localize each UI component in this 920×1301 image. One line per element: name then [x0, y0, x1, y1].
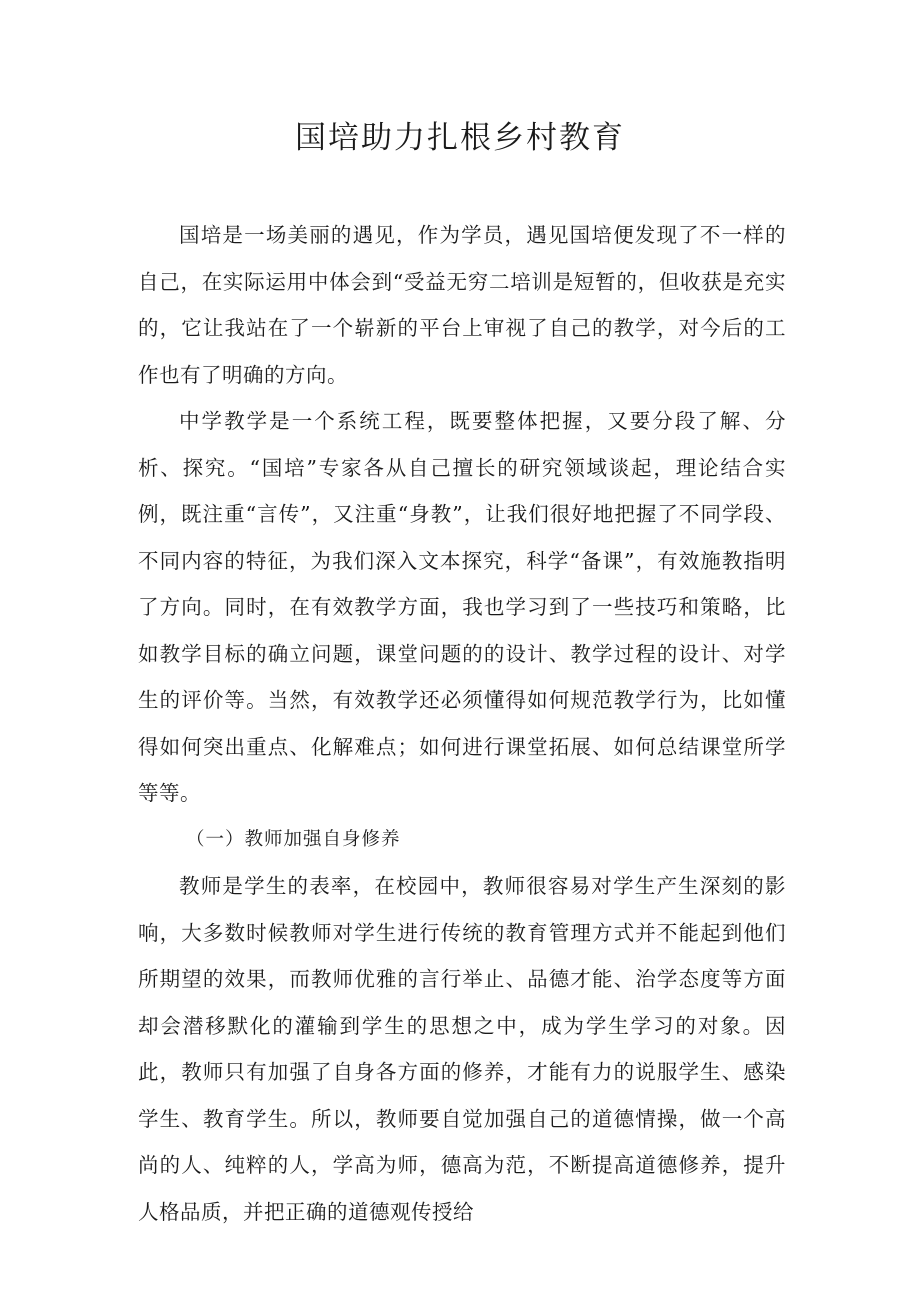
- paragraph-intro: 国培是一场美丽的遇见，作为学员，遇见国培便发现了不一样的自己，在实际运用中体会到“受益无穷二培训是短暂的，但收获是充实的，它让我站在了一个崭新的平台上审视了自己的教学，对今后的工作也有了明确的方向。: [138, 223, 786, 387]
- document-body: [138, 212, 786, 1235]
- section-heading: （一）教师加强自身修养: [186, 828, 401, 850]
- paragraph-teacher-cultivation: 教师是学生的表率，在校园中，教师很容易对学生产生深刻的影响，大多数时候教师对学生进行传统的教育管理方式并不能起到他们所期望的效果，而教师优雅的言行举止、品德才能、治学态度等方面却会潜移默化的灌输到学生的思想之中，成为学生学习的对象。因此，教师只有加强了自身各方面的修养，才能有力的说服学生、感染学生、教育学生。所以，教师要自觉加强自己的道德情操，做一个高尚的人、纯粹的人，学高为师，德高为范，不断提高道德修养，提升人格品质，并把正确的道德观传授给: [138, 874, 786, 1224]
- document-title: 国培助力扎根乡村教育: [295, 120, 625, 156]
- paragraph-teaching: 中学教学是一个系统工程，既要整体把握，又要分段了解、分析、探究。“国培”专家各从自己擅长的研究领域谈起，理论结合实例，既注重“言传”，又注重“身教”，让我们很好地把握了不同学段、不同内容的特征，为我们深入文本探究，科学“备课”，有效施教指明了方向。同时，在有效教学方面，我也学习到了一些技巧和策略，比如教学目标的确立问题，课堂问题的的设计、教学过程的设计、对学生的评价等。当然，有效教学还必须懂得如何规范教学行为，比如懂得如何突出重点、化解难点；如何进行课堂拓展、如何总结课堂所学等等。: [138, 409, 786, 805]
